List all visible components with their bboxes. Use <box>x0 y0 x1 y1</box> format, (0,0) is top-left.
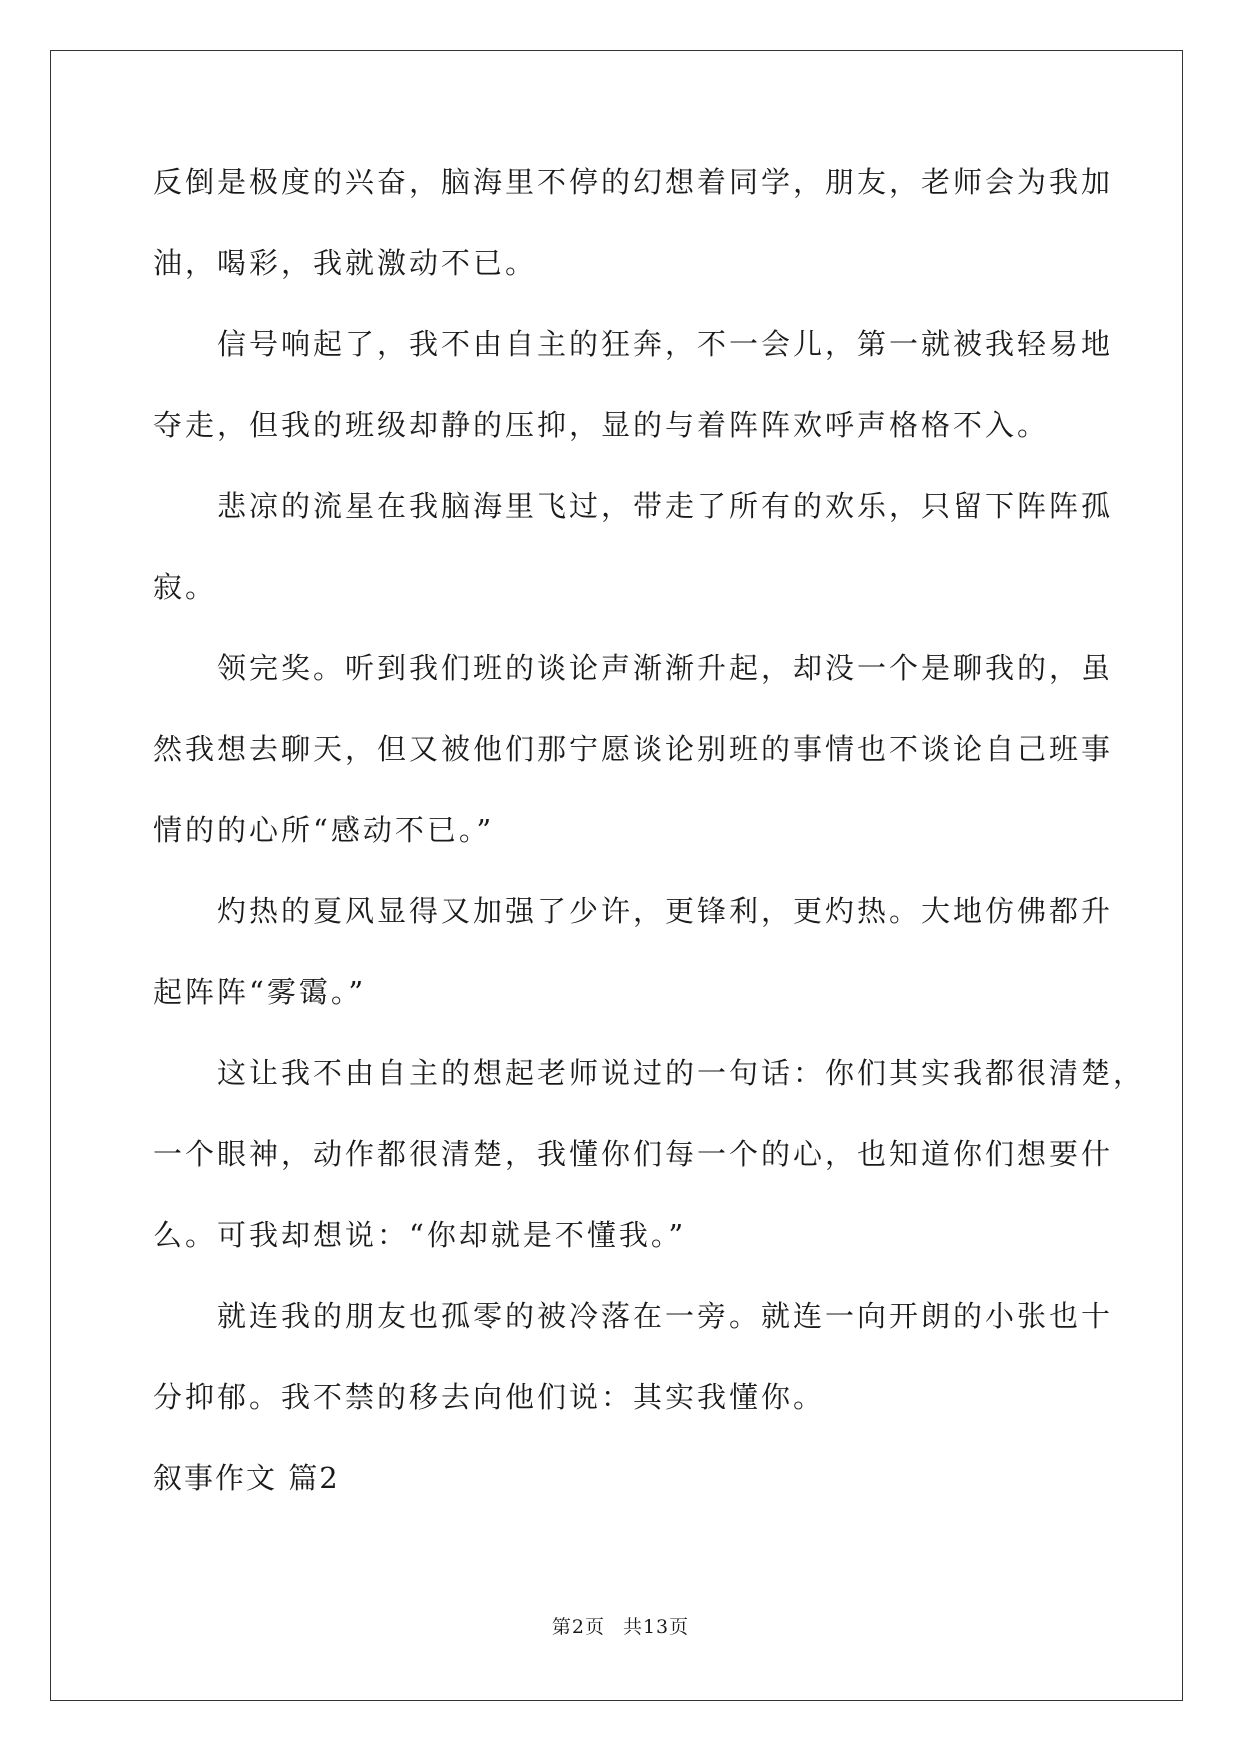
text-line: 情的的心所“感动不已。” <box>153 813 495 847</box>
text-line: 起阵阵“雾霭。” <box>153 975 367 1009</box>
paragraph-start: 领完奖。听到我们班的谈论声渐渐升起，却没一个是聊我的，虽 <box>217 651 1114 685</box>
paragraph-start: 悲凉的流星在我脑海里飞过，带走了所有的欢乐，只留下阵阵孤 <box>217 489 1114 523</box>
page-footer <box>0 1612 1241 1639</box>
total-pages: 共13页 <box>622 1616 690 1638</box>
text-line: 反倒是极度的兴奋，脑海里不停的幻想着同学，朋友，老师会为我加 <box>153 165 1114 199</box>
document-body <box>153 162 1146 1539</box>
paragraph-start: 这让我不由自主的想起老师说过的一句话：你们其实我都很清楚， <box>217 1056 1146 1090</box>
paragraph-start: 就连我的朋友也孤零的被冷落在一旁。就连一向开朗的小张也十 <box>217 1299 1114 1333</box>
paragraph-start: 灼热的夏风显得又加强了少许，更锋利，更灼热。大地仿佛都升 <box>217 894 1114 928</box>
paragraph-start: 信号响起了，我不由自主的狂奔，不一会儿，第一就被我轻易地 <box>217 327 1114 361</box>
text-line: 然我想去聊天，但又被他们那宁愿谈论别班的事情也不谈论自己班事 <box>153 732 1114 766</box>
text-line: 一个眼神，动作都很清楚，我懂你们每一个的心，也知道你们想要什 <box>153 1137 1114 1171</box>
text-line: 分抑郁。我不禁的移去向他们说：其实我懂你。 <box>153 1380 826 1414</box>
text-line: 油，喝彩，我就激动不已。 <box>153 246 538 280</box>
section-heading: 叙事作文 篇2 <box>153 1461 340 1495</box>
page-number: 第2页 <box>551 1616 605 1638</box>
text-line: 么。可我却想说：“你却就是不懂我。” <box>153 1218 687 1252</box>
text-line: 夺走，但我的班级却静的压抑，显的与着阵阵欢呼声格格不入。 <box>153 408 1050 442</box>
text-line: 寂。 <box>153 570 218 604</box>
